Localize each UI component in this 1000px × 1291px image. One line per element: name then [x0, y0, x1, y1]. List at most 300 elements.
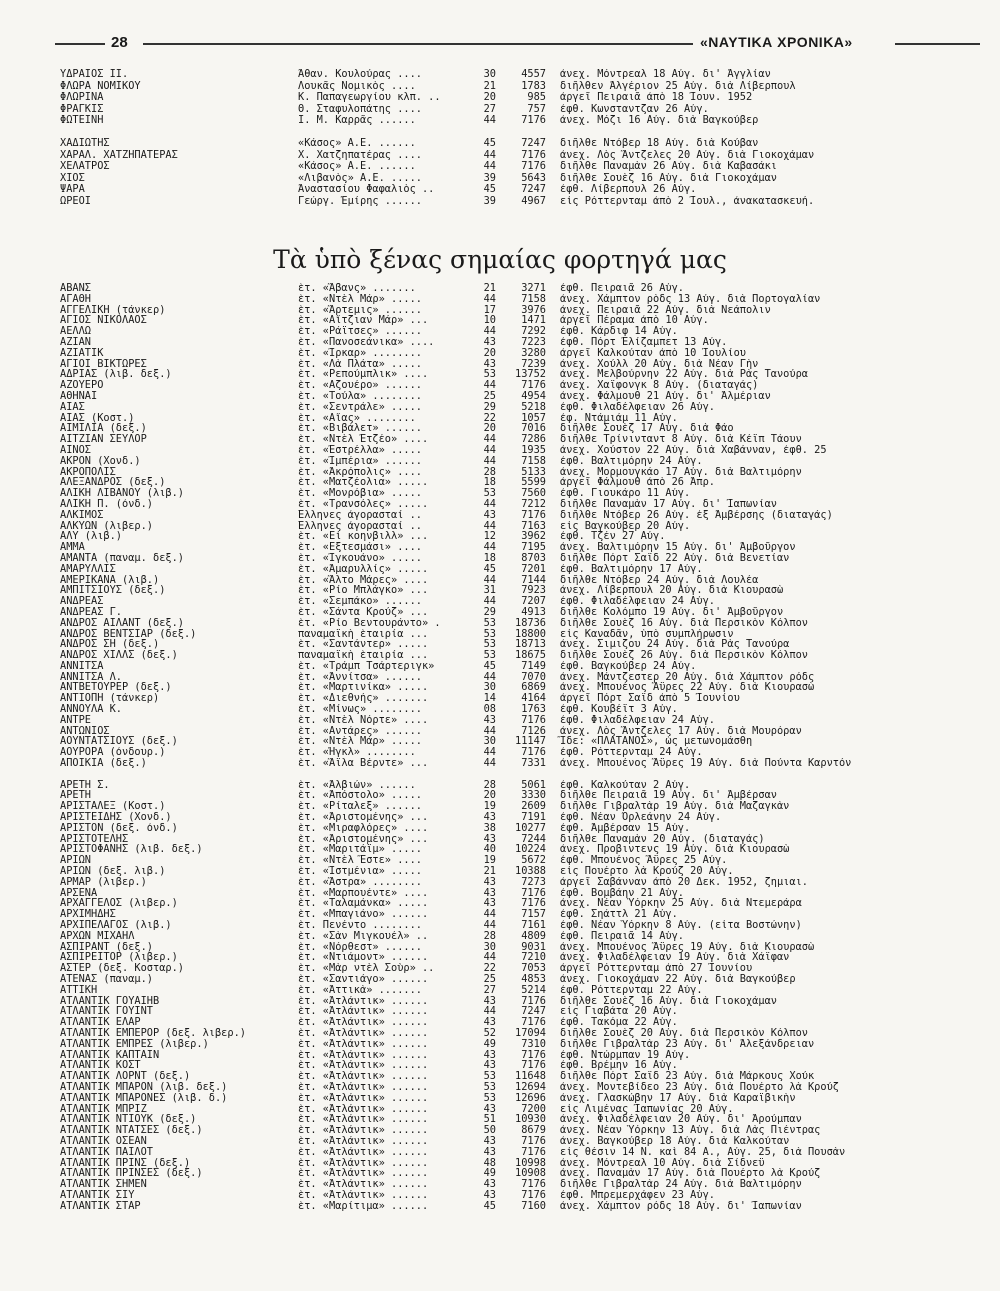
owner: ἑτ. «Ρίο Βεντουράντο» . [298, 617, 441, 629]
section-title: Τὰ ὑπὸ ξένας σημαίας φορτηγά μας [273, 245, 727, 274]
tonnage: 1471 [521, 314, 546, 327]
tonnage: 7176 [521, 1178, 546, 1191]
tonnage: 7200 [521, 1102, 546, 1115]
position: ἀνεχ. Χαϊφονγκ 8 Αὐγ. (διαταγάς) [560, 380, 759, 391]
ship-name: ΑΖΟΥΕΡΟ [60, 380, 104, 391]
tonnage: 10930 [515, 1113, 546, 1126]
ship-name: ΧΑΔΙΩΤΗΣ [60, 138, 110, 149]
owner: ἑτ. «Ντὲλ Ἐτζέο» .... [298, 434, 429, 445]
build-year: 44 [483, 433, 496, 446]
owner: «Λιβανὸς» Α.Ε. ..... [298, 172, 422, 184]
tonnage: 7223 [521, 335, 546, 348]
build-year: 20 [483, 789, 496, 802]
build-year: 45 [483, 137, 496, 149]
position: διῆλθεν Ἀλγέριον 25 Αὐγ. διὰ Λίβερπουλ [560, 80, 796, 92]
position: ἐφθ. Βομβάην 21 Αὐγ. [560, 887, 684, 899]
build-year: 45 [483, 562, 496, 575]
ship-name: ΦΛΩΡΙΝΑ [60, 92, 104, 103]
ship-name: ΑΛΚΙΜΟΣ [60, 509, 104, 521]
build-year: 45 [483, 659, 496, 672]
table-row [60, 115, 920, 127]
tonnage: 7244 [521, 832, 546, 845]
position: ἀνεχ. Νέαν Ὑόρκην 25 Αὐγ. διὰ Ντεμεράρα [560, 898, 802, 910]
build-year: 39 [483, 194, 496, 207]
table-row [60, 1039, 920, 1050]
journal-title: «ΝΑΥΤΙΚΑ ΧΡΟΝΙΚΑ» [700, 34, 853, 50]
position: διῆλθε Πόρτ Σαΐδ 23 Αὐγ. διὰ Μάρκους Χούκ [560, 1071, 815, 1082]
owner: ἑτ. «Ρίο Μπλάγκο» ... [298, 585, 429, 597]
tonnage: 5214 [521, 983, 546, 996]
build-year: 44 [483, 114, 496, 126]
build-year: 27 [483, 102, 496, 115]
ship-name: ΑΙΜΙΛΙΑ (δεξ.) [60, 423, 147, 435]
build-year: 43 [483, 1188, 496, 1201]
tonnage: 7239 [521, 357, 546, 370]
owner: ἑτ. «Ἀτλάντικ» ...... [298, 1103, 429, 1115]
build-year: 43 [483, 1059, 496, 1072]
position: ἐφθ. Γιουκάρο 11 Αὐγ. [560, 488, 691, 499]
tonnage: 7176 [521, 1059, 546, 1072]
build-year: 44 [483, 443, 496, 456]
owner [298, 127, 463, 139]
build-year: 39 [483, 171, 496, 184]
position: ἐφθ. Πόρτ Ἐλίζαμπετ 13 Αὐγ. [560, 336, 728, 348]
owner: ἑτ. «Ἀτλάντικ» ...... [298, 1135, 429, 1147]
tonnage: 5643 [521, 171, 546, 184]
owner: ἑτ. «Ἀτλάντικ» ...... [298, 1027, 429, 1039]
position: ἀνεχ. Γλασκώβην 17 Αὐγ. διὰ Καραϊβικὴν [560, 1092, 796, 1104]
build-year: 18 [483, 476, 496, 489]
tonnage: 18736 [515, 616, 546, 629]
position: ἀνεχ. Μελβούρνην 22 Αὐγ. διὰ Ρὰς Τανούρα [560, 369, 808, 381]
owner: ἑτ. «Ἐστρέλλα» ..... [298, 444, 422, 456]
build-year: 44 [483, 292, 496, 305]
build-year: 43 [483, 875, 496, 888]
build-year: 44 [483, 1005, 496, 1018]
ship-name: ΑΤΛΑΝΤΙΚ ΣΤΑΡ [60, 1200, 141, 1212]
build-year: 49 [483, 1037, 496, 1050]
position: εἰς Γιαβάτα 20 Αὐγ. [560, 1006, 678, 1018]
table-row [60, 456, 920, 467]
tonnage: 7195 [521, 541, 546, 554]
build-year: 30 [483, 735, 496, 748]
position: ἀνεχ. Προβιντενς 19 Αὐγ. διὰ Κιουρασὼ [560, 844, 790, 856]
ship-name: ΑΟΥΡΟΡΑ (ὀνδουρ.) [60, 747, 166, 759]
tonnage: 10388 [515, 865, 546, 878]
table-row [60, 184, 920, 196]
ship-name: ΑΓΑΘΗ [60, 293, 91, 305]
owner: ἑτ. «Ἄρτεμις» ...... [298, 304, 422, 316]
owner: ἑτ. «Ἀτλάντικ» ...... [298, 1071, 429, 1082]
ship-name: ΑΙΤΖΙΑΝ ΣΕΥΛΟΡ [60, 434, 147, 445]
owner: ἑτ. «Ἀμαρυλλίς» ..... [298, 563, 429, 575]
owner: ἑτ. «Ἀττικὰ» ....... [298, 984, 422, 996]
ship-name: ΑΤΤΙΚΗ [60, 984, 98, 996]
foreign-flag-ships-table [60, 283, 920, 1212]
table-row [60, 758, 920, 769]
owner: Κ. Παπαγεωργίου κλπ. .. [298, 92, 441, 103]
tonnage: 5061 [521, 778, 546, 791]
owner: ἑτ. «Ἀτλάντικ» ...... [298, 1189, 429, 1201]
owner: ἑτ. «Αντάρες» ...... [298, 725, 422, 737]
tonnage: 4164 [521, 692, 546, 705]
position: ἀνεχ. Λίβερπουλ 20 Αὐγ. διὰ Κιουρασὼ [560, 585, 784, 597]
position: ἀνεχ. Φάλμουθ 21 Αὐγ. δι' Ἀλμέριαν [560, 390, 771, 402]
ship-name: ΦΛΩΡΑ ΝΟΜΙΚΟΥ [60, 80, 141, 92]
ship-name: ΥΔΡΑΙΟΣ ΙΙ. [60, 69, 129, 80]
build-year: 43 [483, 357, 496, 370]
table-row [60, 138, 920, 150]
table-row [60, 1201, 920, 1212]
position: ἀνεχ. Νέαν Ὑόρκην 13 Αὐγ. διὰ Λὰς Πιέντρας [560, 1125, 821, 1136]
owner: ἑτ. «Τράμπ Τσάρτεριγκ» [298, 660, 435, 672]
tonnage: 11147 [515, 735, 546, 748]
owner: «Κάσος» Α.Ε. ...... [298, 161, 416, 172]
position: ἐφθ. Φιλαδέλφειαν 26 Αὐγ. [560, 401, 715, 413]
owner: ἑτ. «Αζουέρο» ...... [298, 380, 422, 391]
ship-name: ΑΒΑΝΣ [60, 283, 91, 294]
owner: ἑτ. «Ράϊτσες» ...... [298, 326, 422, 337]
position: ἀνεχ. Μπουένος Ἄϋρες 19 Αὐγ. διὰ Κιουρασὼ [560, 941, 815, 953]
position: διῆλθε Σουὲζ 16 Αὐγ. διὰ Περσικὸν Κόλπον [560, 617, 808, 629]
owner: ἑτ. «Ἀτλάντικ» ...... [298, 1049, 429, 1061]
owner: παναμαϊκὴ ἑταιρία ... [298, 628, 429, 640]
ship-name: ΑΖΙΑΝ [60, 336, 91, 348]
owner: ἑτ. «Ἀτλάντικ» ...... [298, 1157, 429, 1169]
owner: ἑτ. «Νόρθεστ» ...... [298, 941, 422, 953]
ship-name: ΑΝΔΡΟΣ ΑΙΛΑΝΤ (δεξ.) [60, 617, 184, 629]
position: διῆλθε Γιβραλτὰρ 19 Αὐγ. διὰ Μαζαγκὰν [560, 801, 790, 813]
table-row [60, 402, 920, 413]
build-year: 25 [483, 973, 496, 985]
owner: ἑτ. «Ρεπούμπλικ» .... [298, 369, 429, 381]
tonnage: 7176 [521, 1134, 546, 1147]
ship-name: ΑΜΑΝΤΑ (παναμ. δεξ.) [60, 552, 184, 564]
tonnage: 7201 [521, 562, 546, 575]
position: ἀνεχ. Μόντρεαλ 10 Αὐγ. διὰ Σίδνεϋ [560, 1157, 765, 1169]
ship-name: ΑΤΛΑΝΤΙΚ ΓΟΥΙΝΤ [60, 1006, 153, 1018]
ship-name: ΑΛΥ (λιβ.) [60, 531, 122, 543]
position: διῆλθε Παναμὰν 17 Αὐγ. δι' Ἰαπωνίαν [560, 498, 777, 510]
ship-name: ΑΖΙΑΤΙΚ [60, 347, 104, 359]
build-year: 30 [483, 68, 496, 80]
ship-name: ΑΤΛΑΝΤΙΚ ΝΤΙΟΥΚ (δεξ.) [60, 1114, 197, 1126]
build-year: 44 [483, 951, 496, 964]
position: ἀνεχ. Χάμπτον ρὸδς 13 Αὐγ. διὰ Πορτογαλίαν [560, 293, 821, 305]
position: διῆλθε Σουὲζ 16 Αὐγ. διὰ Γιοκοχάμαν [560, 172, 777, 184]
position: ἐφθ. Νέαν Ὀρλεάνην 24 Αὐγ. [560, 812, 722, 823]
tonnage: 4967 [521, 194, 546, 207]
owner: ἑτ. «Εξτεσμάσι» .... [298, 542, 422, 553]
position: ἐφθ. Κωνσταντζαν 26 Αὐγ. [560, 103, 709, 115]
owner: ἑτ. «Μαριτάϊμ» ..... [298, 844, 422, 856]
ship-name: ΑΣΠΙΡΕΙΤΟΡ (λιβερ.) [60, 952, 178, 964]
tonnage: 7160 [521, 1199, 546, 1212]
tonnage: 10224 [515, 843, 546, 856]
tonnage: 7176 [521, 1048, 546, 1061]
ship-name: ΑΤΛΑΝΤΙΚ ΚΟΣΤ [60, 1060, 141, 1072]
tonnage: 7331 [521, 757, 546, 770]
ship-name: ΑΡΙΣΤΟΝ (δεξ. ὀνδ.) [60, 822, 178, 834]
tonnage: 1763 [521, 703, 546, 716]
position: ἐφθ. Ρόττερνταμ 22 Αὐγ. [560, 984, 703, 996]
ship-name: ΑΤΛΑΝΤΙΚ ΕΛΑΡ [60, 1017, 141, 1028]
tonnage: 12696 [515, 1091, 546, 1104]
owner: ἑτ. «Ἀπόστολο» ..... [298, 790, 422, 802]
tonnage: 7247 [521, 183, 546, 195]
owner: ἑτ. Πενέντο ........ [298, 920, 422, 931]
ship-name: ΑΝΔΡΟΣ ΒΕΝΤΣΙΑΡ (δεξ.) [60, 628, 197, 640]
build-year: 44 [483, 670, 496, 683]
position: ἀνεχ. Μάντζεστερ 20 Αὐγ. διὰ Χάμπτον ρόδς [560, 671, 815, 683]
owner: «Κάσος» Α.Ε. ...... [298, 138, 416, 149]
ship-name: ΑΓΙΟΣ ΝΙΚΟΛΑΟΣ [60, 315, 147, 327]
build-year: 22 [483, 962, 496, 975]
table-row [60, 618, 920, 629]
ship-name: ΑΛΙΚΗ ΛΙΒΑΝΟΥ (λιβ.) [60, 488, 184, 499]
owner: ἑτ. «Ταλαμάνκα» ..... [298, 898, 429, 910]
build-year: 43 [483, 886, 496, 899]
owner: ἑτ. «Διεθνής» ....... [298, 693, 429, 705]
tonnage: 3271 [521, 282, 546, 294]
ship-name: ΑΤΛΑΝΤΙΚ ΠΡΙΝΣ (δεξ.) [60, 1157, 191, 1169]
build-year: 44 [483, 160, 496, 172]
build-year: 53 [483, 638, 496, 651]
build-year: 40 [483, 843, 496, 856]
position: ἀνεχ. Μόντρεαλ 18 Αὐγ. δι' Ἀγγλίαν [560, 69, 771, 80]
build-year: 28 [483, 778, 496, 791]
ship-name: ΩΡΕΟΙ [60, 195, 91, 207]
build-year: 53 [483, 487, 496, 500]
build-year: 44 [483, 757, 496, 770]
position: διῆλθε Τρίνινταντ 8 Αὐγ. διὰ Κέϊπ Τάουν [560, 434, 802, 445]
position: διῆλθε Γιβραλτὰρ 24 Αὐγ. διὰ Βαλτιμόρην [560, 1179, 802, 1190]
build-year: 50 [483, 1124, 496, 1137]
owner: ἑτ. «Ἀκρόπολις» .... [298, 466, 422, 478]
ship-name: ΑΡΜΑΡ (λιβερ.) [60, 876, 147, 888]
header-rule-left [55, 43, 105, 45]
tonnage: 18713 [515, 638, 546, 651]
tonnage: 7176 [521, 148, 546, 161]
greek-flag-ships-table [60, 69, 920, 207]
position: διῆλθε Πειραιᾶ 19 Αὐγ. δι' Ἀμβέρσαν [560, 790, 777, 802]
owner: ἑτ. «Εἰ κοηνβιλλ» ... [298, 531, 429, 543]
ship-name: ΑΝΤΙΟΠΗ (τάνκερ) [60, 693, 160, 705]
table-row [60, 510, 920, 521]
build-year: 53 [483, 1091, 496, 1104]
tonnage: 5672 [521, 854, 546, 867]
position: διῆλθε Σουὲζ 20 Αὐγ. διὰ Περσικὸν Κόλπον [560, 1027, 808, 1039]
owner: ἑτ. «Ἀτλάντικ» ...... [298, 1092, 429, 1104]
ship-name: ΑΡΙΩΝ (δεξ. λιβ.) [60, 866, 166, 877]
ship-name: ΑΡΣΕΝΑ [60, 887, 98, 899]
position: διῆλθε Παναμὰν 26 Αὐγ. διὰ Καβασάκι [560, 161, 777, 172]
owner: ἑτ. «Ἀννίτσα» ...... [298, 671, 422, 683]
build-year: 45 [483, 183, 496, 195]
owner: ἑτ. «Μαρίτιμα» ...... [298, 1200, 429, 1212]
tonnage: 7176 [521, 746, 546, 759]
table-row [60, 931, 920, 942]
owner: ἑτ. «Μίνως» ........ [298, 704, 422, 715]
ship-name: ΑΤΛΑΝΤΙΚ ΕΜΠΕΡΟΡ (δεξ. λιβερ.) [60, 1027, 246, 1039]
build-year: 29 [483, 400, 496, 413]
tonnage: 757 [527, 102, 546, 115]
tonnage: 1935 [521, 443, 546, 456]
position: Ἴδε: «ΠΛΑΤΑΝΟΣ», ὡς μετωνομάσθη [560, 736, 753, 748]
tonnage: 7176 [521, 508, 546, 521]
tonnage: 985 [527, 91, 546, 103]
position: ἐφ. Ντάμιάμ 11 Αὐγ. [560, 412, 678, 424]
tonnage: 13752 [515, 368, 546, 381]
position: ἀργεῖ Σαβάνναν ἀπὸ 20 Δεκ. 1952, ζημιαι. [560, 876, 808, 888]
position: ἐφθ. Φιλαδέλφειαν 24 Αὐγ. [560, 596, 715, 607]
ship-name: ΑΤΛΑΝΤΙΚ ΜΠΡΙΖ [60, 1103, 147, 1115]
owner: ἑτ. «Ντὲλ Νόρτε» .... [298, 714, 429, 726]
owner: ἑτ. «Ἄβανς» ....... [298, 283, 416, 294]
tonnage: 7176 [521, 886, 546, 899]
build-year: 43 [483, 1134, 496, 1147]
position: διῆλθε Κολόμπο 19 Αὐγ. δι' Ἀμβοῦργον [560, 606, 784, 618]
tonnage: 5218 [521, 400, 546, 413]
tonnage: 7247 [521, 137, 546, 149]
ship-name: ΑΛΙΚΗ Π. (ὀνδ.) [60, 498, 153, 510]
position: ἀργεῖ Πειραιᾶ ἀπὸ 18 Ἰουν. 1952 [560, 92, 753, 103]
tonnage: 5599 [521, 476, 546, 489]
position: εἰς Ρόττερνταμ ἀπὸ 2 Ἰουλ., ἀνακατασκευή. [560, 195, 815, 207]
build-year: 17 [483, 303, 496, 316]
ship-name: ΧΕΛΑΤΡΟΣ [60, 161, 110, 172]
position: διῆλθε Σουὲζ 17 Αὐγ. διὰ Φάο [560, 423, 734, 435]
table-row [60, 1093, 920, 1104]
owner: ἑτ. «Ντὲλ Ἔστε» .... [298, 855, 422, 867]
owner: Ἀναστασίου Φαφαλιὸς .. [298, 184, 435, 195]
tonnage: 10277 [515, 821, 546, 834]
build-year: 53 [483, 1080, 496, 1093]
table-row [60, 196, 920, 208]
ship-name: ΑΕΛΛΩ [60, 326, 91, 337]
ship-name: ΑΡΙΣΤΑΛΕΞ (Κοστ.) [60, 801, 166, 813]
build-year: 44 [483, 325, 496, 338]
position: ἀργεῖ Καλκούταν ἀπὸ 10 Ἰουλίου [560, 347, 746, 359]
tonnage: 18675 [515, 649, 546, 662]
build-year: 43 [483, 335, 496, 348]
build-year: 20 [483, 422, 496, 435]
owner: ἑτ. «Ἰμπέρια» ...... [298, 455, 422, 467]
build-year: 28 [483, 465, 496, 478]
owner: ἑτ. «Ἀριστομένης» ... [298, 833, 429, 845]
tonnage: 7210 [521, 951, 546, 964]
ship-name: ΑΠΟΙΚΙΑ (δεξ.) [60, 758, 147, 769]
position: ἐφθ. Πειραιᾶ 14 Αὐγ. [560, 930, 684, 942]
build-year: 44 [483, 379, 496, 392]
owner: ἑτ. «Λὰ Πλάτα» ..... [298, 358, 422, 370]
ship-name: ΑΤΛΑΝΤΙΚ ΛΟΡΝΤ (δεξ.) [60, 1071, 191, 1082]
header-rule-middle [143, 43, 693, 45]
build-year: 14 [483, 692, 496, 705]
tonnage: 7161 [521, 919, 546, 932]
ship-name: ΑΤΛΑΝΤΙΚ ΜΠΑΡΟΝ (λιβ. δεξ.) [60, 1081, 228, 1093]
ship-name: ΦΩΤΕΙΝΗ [60, 115, 104, 126]
tonnage: 7016 [521, 422, 546, 435]
build-year: 44 [483, 573, 496, 586]
owner: ἑτ. «Σαντάντερ» ..... [298, 639, 429, 651]
tonnage: 3280 [521, 346, 546, 359]
position: ἐφθ. Νέαν Ὑόρκην 8 Αὐγ. (εἶτα Βοστώνην) [560, 920, 802, 931]
owner: ἑτ. «Ντὲλ Μάρ» ..... [298, 293, 422, 305]
position: ἐφθ. Βρέμην 16 Αὐγ. [560, 1060, 678, 1072]
build-year: 45 [483, 1199, 496, 1212]
build-year: 19 [483, 800, 496, 813]
owner: Θ. Σταφυλοπάτης .... [298, 103, 422, 115]
tonnage: 4853 [521, 973, 546, 985]
tonnage: 18800 [515, 627, 546, 640]
build-year: 27 [483, 983, 496, 996]
owner: ἑτ. «Ἀτλάντικ» ...... [298, 1146, 429, 1158]
owner: ἑτ. «Ντὲλ Μάρ» ..... [298, 736, 422, 748]
ship-name: ΑΝΤΒΕΤΟΥΡΕΡ (δεξ.) [60, 682, 172, 694]
build-year: 48 [483, 1156, 496, 1169]
ship-name: ΑΡΕΤΗ Σ. [60, 779, 110, 791]
tonnage: 7176 [521, 1188, 546, 1201]
tonnage: 6869 [521, 681, 546, 694]
owner: ἑτ. «Ἀριστομένης» ... [298, 812, 429, 823]
position: ἀνεχ. Λὸς Ἄντζελες 17 Αὐγ. διὰ Μουρόραν [560, 725, 802, 737]
owner: ἑτ. «Ἀτλάντικ» ...... [298, 1038, 429, 1050]
build-year: 43 [483, 508, 496, 521]
tonnage: 7158 [521, 292, 546, 305]
position: ἐφθ. Ἀμβέρσαν 15 Αὐγ. [560, 822, 691, 834]
ship-name: ΑΝΔΡΕΑΣ [60, 596, 104, 607]
owner: ἑτ. «Βιβάλετ» ...... [298, 423, 422, 435]
build-year: 49 [483, 1167, 496, 1180]
owner: ἑτ. «Μαρπουέντε» .... [298, 887, 429, 899]
position: ἀνεχ. Γιοκοχάμαν 22 Αὐγ. διὰ Βαγκούβερ [560, 974, 796, 985]
owner: ἑτ. «Σεντράλε» ..... [298, 401, 422, 413]
ship-name: ΑΝΔΡΟΣ ΧΙΛΛΣ (δεξ.) [60, 650, 178, 661]
tonnage: 5133 [521, 465, 546, 478]
ship-name: ΑΝΤΡΕ [60, 714, 91, 726]
position: ἐφθ. Σηάττλ 21 Αὐγ. [560, 909, 678, 921]
ship-name: ΑΚΡΟΝ (Χονδ.) [60, 455, 141, 467]
position: διῆλθε Ντόβερ 26 Αὐγ. ἐξ Ἀμβέρσης (διαταγάς) [560, 509, 833, 521]
tonnage: 7158 [521, 454, 546, 467]
table-row [60, 1147, 920, 1158]
ship-name: ΑΤΛΑΝΤΙΚ ΠΑΙΛΟΤ [60, 1146, 153, 1158]
owner: ἑτ. «Ρίταλεξ» ...... [298, 801, 422, 813]
owner: ἑτ. «Ἰστμένια» ..... [298, 866, 422, 877]
owner: ἑτ. «Ἀτλάντικ» ...... [298, 1114, 429, 1126]
owner: Χ. Χατζηπατέρας .... [298, 149, 422, 161]
position: ἀργεῖ Πόρτ Σαΐδ ἀπὸ 5 Ἰουνίου [560, 693, 740, 705]
owner: Ἄθαν. Κουλούρας .... [298, 69, 422, 80]
tonnage: 7176 [521, 1145, 546, 1158]
owner: ἑτ. «Ἀτλάντικ» ...... [298, 1125, 429, 1136]
position: ἀνεχ. Φιλαδέλφειαν 19 Αὐγ. διὰ Χάϊφαν [560, 952, 790, 964]
ship-name: ΑΡΧΙΜΗΔΗΣ [60, 909, 116, 921]
build-year: 51 [483, 1113, 496, 1126]
position: εἰς Καναδᾶν, ὑπὸ συμπλήρωσιν [560, 628, 734, 640]
owner: ἑτ. «Μὰρ ντὲλ Σοὺρ» .. [298, 963, 435, 974]
build-year: 18 [483, 551, 496, 564]
tonnage: 7923 [521, 584, 546, 597]
owner: ἑτ. «Σάντα Κρούζ» ... [298, 606, 429, 618]
owner: ἑτ. «Ἀτλάντικ» ...... [298, 1081, 429, 1093]
position: ἀνεχ. Πειραιᾶ 22 Αὐγ. διὰ Νεάπολιν [560, 304, 771, 316]
ship-name: ΧΙΟΣ [60, 172, 85, 184]
position: ἀνεχ. Μπουένος Ἄϋρες 22 Αὐγ. διὰ Κιουρασὼ [560, 682, 815, 694]
ship-name: ΑΡΕΤΗ [60, 790, 91, 802]
tonnage: 1057 [521, 411, 546, 424]
